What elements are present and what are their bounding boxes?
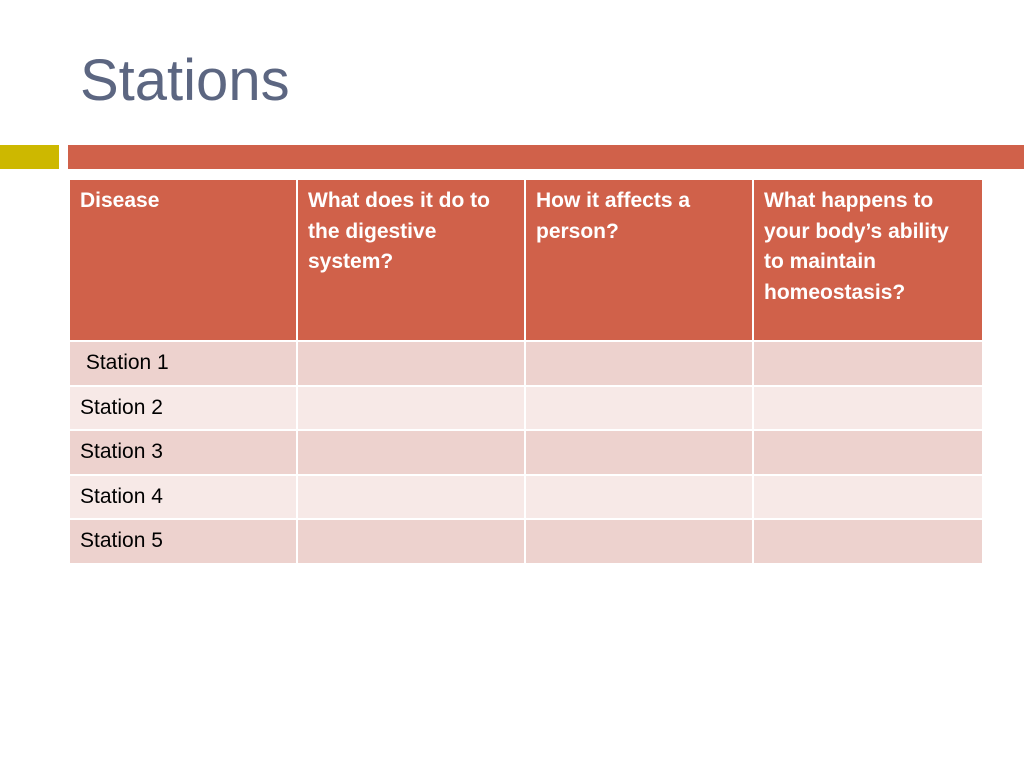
accent-bar-red: [68, 145, 1024, 169]
table-cell: Station 4: [69, 475, 297, 520]
slide-title: Stations: [80, 48, 290, 113]
table-cell: [297, 341, 525, 386]
table-cell: [525, 519, 753, 564]
table-cell: [297, 475, 525, 520]
table-cell: [753, 386, 983, 431]
table-row: [69, 386, 983, 431]
table-cell: Station 2: [69, 386, 297, 431]
table-cell: [753, 341, 983, 386]
table-cell: [753, 430, 983, 475]
table-cell: [297, 386, 525, 431]
table-cell: [753, 475, 983, 520]
table-cell: [297, 430, 525, 475]
table-row: [69, 430, 983, 475]
stations-table: [68, 178, 984, 565]
header-homeostasis: What happens to your body’s ability to maintain homeostasis?: [753, 179, 983, 341]
table-row: [69, 519, 983, 564]
table-cell: Station 5: [69, 519, 297, 564]
header-disease: Disease: [69, 179, 297, 341]
table-cell: Station 3: [69, 430, 297, 475]
table-cell: [525, 475, 753, 520]
header-digestive-effect: What does it do to the digestive system?: [297, 179, 525, 341]
table-row: [69, 341, 983, 386]
table-row: [69, 475, 983, 520]
table-cell: [525, 386, 753, 431]
table-cell: [753, 519, 983, 564]
header-person-effect: How it affects a person?: [525, 179, 753, 341]
table-cell: [297, 519, 525, 564]
table-cell: Station 1: [69, 341, 297, 386]
table-cell: [525, 430, 753, 475]
accent-bar-gold: [0, 145, 59, 169]
table-cell: [525, 341, 753, 386]
table-header-row: [69, 179, 983, 341]
